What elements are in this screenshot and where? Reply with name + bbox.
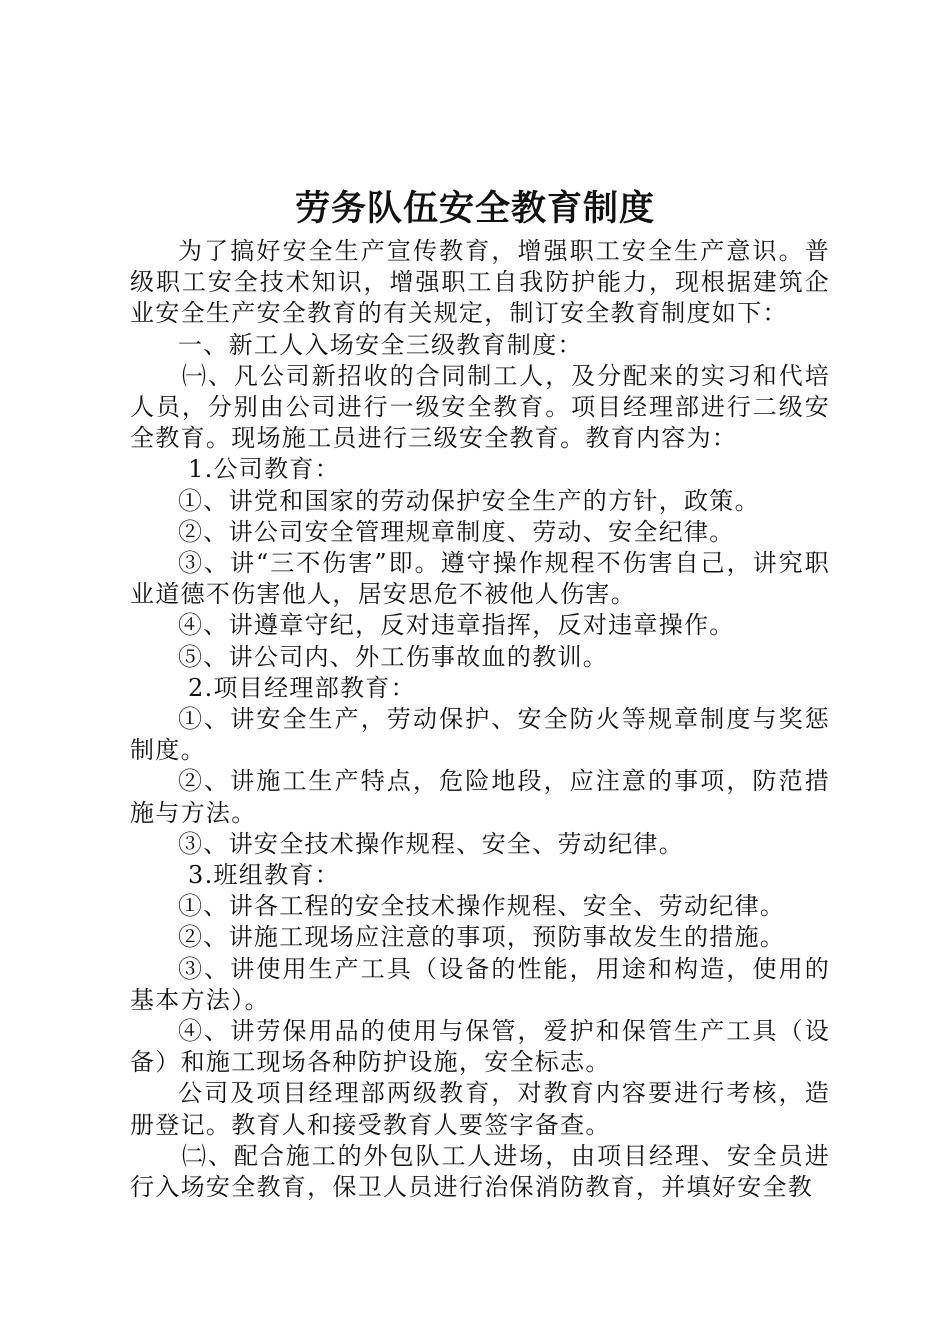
list-item: ①、讲安全生产，劳动保护、安全防火等规章制度与奖惩制度。 xyxy=(130,705,830,765)
list-item: ③、讲安全技术操作规程、安全、劳动纪律。 xyxy=(178,829,684,858)
subheading-team-education: 3.班组教育： xyxy=(188,861,340,890)
paragraph-assessment: 公司及项目经理部两级教育，对教育内容要进行考核，造册登记。教育人和接受教育人要签字备查。 xyxy=(130,1079,830,1139)
list-item: ②、讲施工生产特点，危险地段，应注意的事项，防范措施与方法。 xyxy=(130,767,830,827)
list-item: ⑤、讲公司内、外工伤事故血的教训。 xyxy=(178,642,609,671)
list-item: ③、讲“三不伤害”即。遵守操作规程不伤害自己，讲究职业道德不伤害他人，居安思危不被他人伤害。 xyxy=(130,549,830,609)
paragraph-item-2: ㈡、配合施工的外包队工人进场，由项目经理、安全员进行入场安全教育，保卫人员进行治保消防教育，并填好安全教 xyxy=(130,1141,830,1202)
list-item: ②、讲施工现场应注意的事项，预防事故发生的措施。 xyxy=(178,923,786,952)
paragraph-item-1: ㈠、凡公司新招收的合同制工人，及分配来的实习和代培人员，分别由公司进行一级安全教育。项目经理部进行二级安全教育。现场施工员进行三级安全教育。教育内容为： xyxy=(130,361,830,453)
list-item: ④、讲遵章守纪，反对违章指挥，反对违章操作。 xyxy=(178,611,735,640)
list-item: ③、讲使用生产工具（设备的性能，用途和构造，使用的基本方法）。 xyxy=(130,954,830,1014)
list-item: ①、讲党和国家的劳动保护安全生产的方针，政策。 xyxy=(178,486,760,515)
subheading-company-education: 1.公司教育： xyxy=(188,455,340,484)
document-body xyxy=(130,236,830,1203)
list-item: ④、讲劳保用品的使用与保管，爱护和保管生产工具（设备）和施工现场各种防护设施，安全标志。 xyxy=(130,1017,830,1077)
paragraph-intro: 为了搞好安全生产宣传教育，增强职工安全生产意识。普级职工安全技术知识，增强职工自我防护能力，现根据建筑企业安全生产安全教育的有关规定，制订安全教育制度如下： xyxy=(130,237,830,328)
document-title: 劳务队伍安全教育制度 xyxy=(294,189,655,229)
section-heading-1: 一、新工人入场安全三级教育制度： xyxy=(178,330,583,359)
list-item: ①、讲各工程的安全技术操作规程、安全、劳动纪律。 xyxy=(178,892,786,921)
list-item: ②、讲公司安全管理规章制度、劳动、安全纪律。 xyxy=(178,517,735,546)
subheading-project-education: 2.项目经理部教育： xyxy=(188,673,416,702)
